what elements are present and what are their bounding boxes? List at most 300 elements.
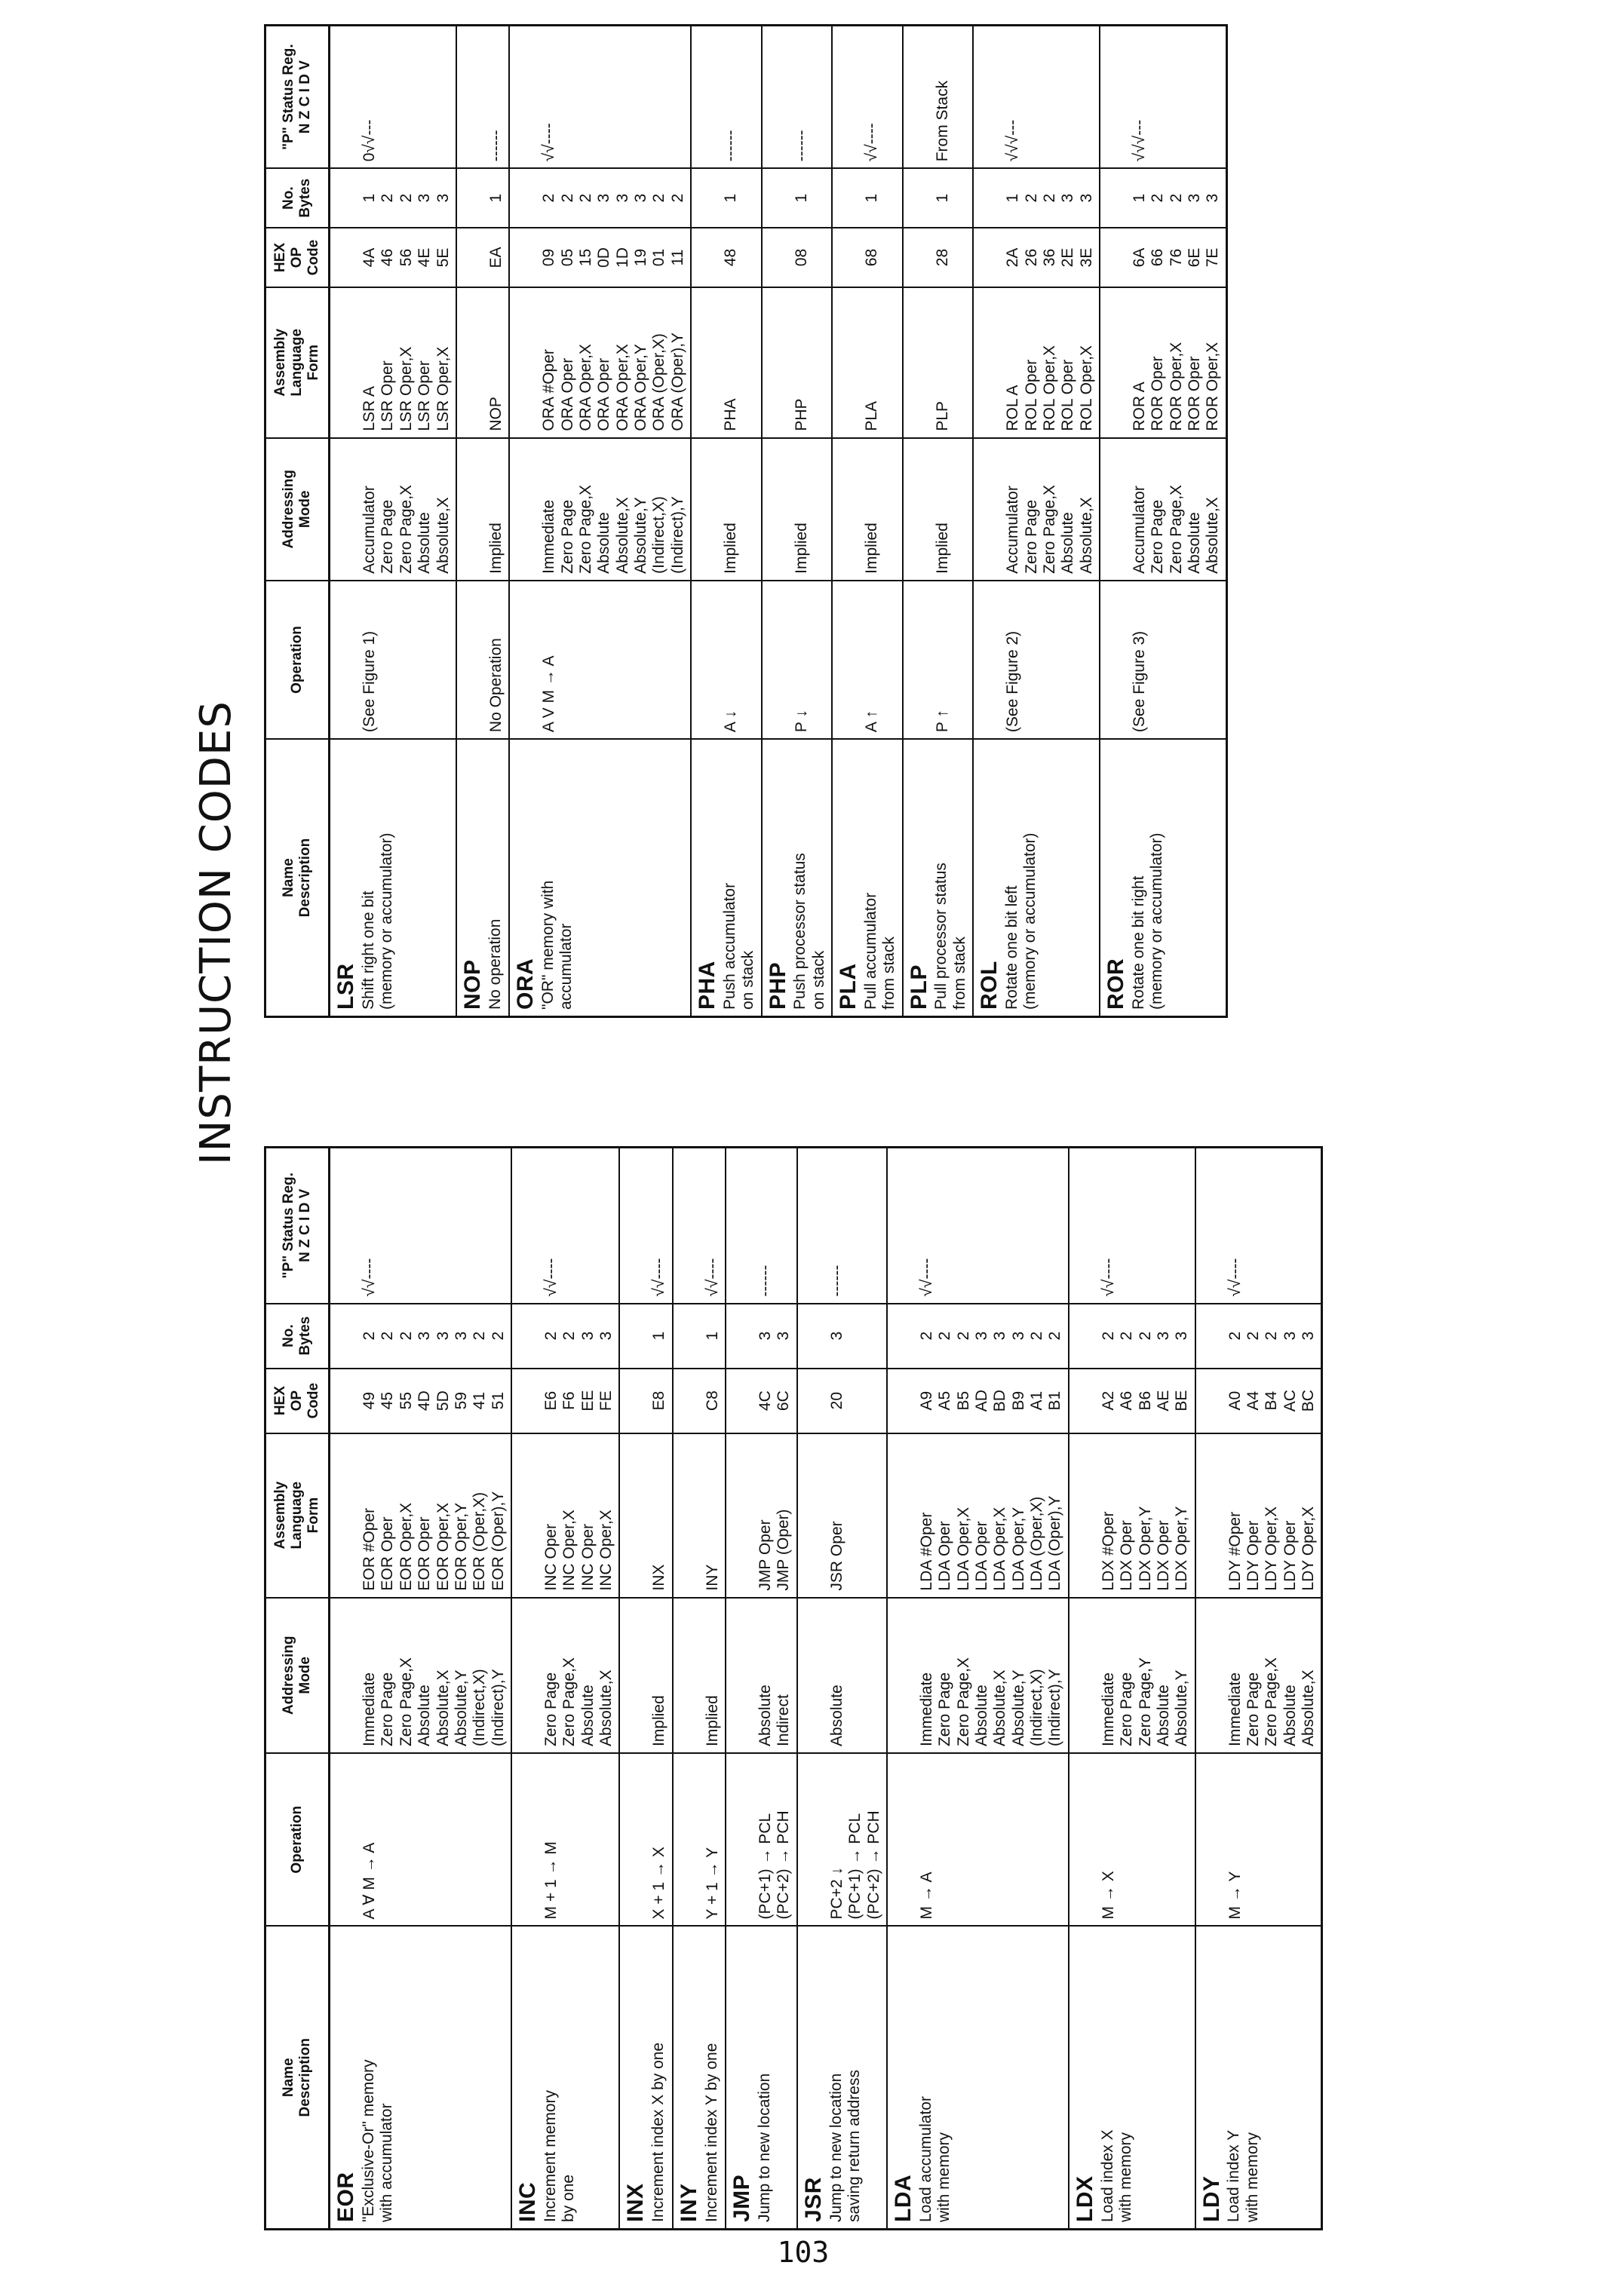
- operation-cell-line: M → Y: [1226, 1871, 1244, 1920]
- byte-count-cell-line: 1: [486, 193, 505, 203]
- name-description-cell: [762, 739, 833, 1016]
- assembly-form-cell: [797, 1433, 887, 1598]
- addressing-mode-cell-line: (Indirect),Y: [489, 1669, 507, 1747]
- hex-opcode-cell-line: 6A: [1130, 247, 1148, 268]
- header-line: Bytes: [297, 178, 314, 218]
- header-hex: [265, 1369, 330, 1433]
- byte-count-cell-line: 3: [416, 193, 434, 203]
- hex-opcode-cell-line: BD: [991, 1390, 1009, 1412]
- name-description-cell: [887, 1926, 1069, 2229]
- addressing-mode-cell: [330, 1598, 511, 1753]
- assembly-form-cell-line: JMP Oper: [756, 1519, 775, 1591]
- addressing-mode-cell-line: Implied: [792, 523, 810, 574]
- hex-opcode-cell-line: 59: [452, 1391, 470, 1410]
- status-flags-cell: ------: [691, 26, 762, 169]
- hex-opcode-cell: [330, 1369, 511, 1433]
- operation-cell-line: A ↑: [863, 710, 881, 733]
- assembly-form-cell-line: ORA Oper,X: [613, 344, 631, 431]
- assembly-form-cell-line: ROR Oper: [1149, 356, 1167, 431]
- hex-opcode-cell-line: 7E: [1204, 247, 1222, 268]
- assembly-form-cell-line: INC Oper: [578, 1523, 597, 1591]
- mnemonic: INY: [676, 2183, 701, 2222]
- byte-count-cell-line: 3: [991, 1331, 1009, 1341]
- addressing-mode-cell-line: (Indirect),Y: [668, 496, 686, 574]
- hex-opcode-cell-line: 08: [792, 248, 810, 267]
- hex-opcode-cell-line: EA: [486, 247, 505, 268]
- byte-count-cell: [1100, 168, 1226, 228]
- status-flags-cell: ------: [726, 1148, 797, 1304]
- assembly-form-cell-line: EOR Oper: [416, 1516, 434, 1591]
- header-name: [265, 739, 330, 1016]
- header-line: OP: [289, 247, 305, 268]
- header-operation: [265, 1753, 330, 1926]
- byte-count-cell-line: 2: [936, 1331, 954, 1341]
- byte-count-cell-line: 1: [1004, 193, 1022, 203]
- hex-opcode-cell-line: 11: [668, 249, 686, 266]
- header-line: HEX: [272, 1386, 288, 1416]
- assembly-form-cell: [1195, 1433, 1322, 1598]
- addressing-mode-cell-line: Zero Page,X: [560, 1657, 578, 1747]
- assembly-form-cell-line: LDA Oper: [936, 1521, 954, 1591]
- instruction-row: [691, 26, 762, 1017]
- hex-opcode-cell-line: 01: [650, 248, 668, 267]
- operation-cell-line: (PC+2) → PCH: [775, 1810, 793, 1920]
- page-number: 103: [777, 2236, 830, 2269]
- hex-opcode-cell-line: 48: [722, 248, 740, 267]
- byte-count-cell: [691, 168, 762, 228]
- hex-opcode-cell-line: A5: [936, 1390, 954, 1411]
- header-line: No.: [281, 1324, 297, 1347]
- assembly-form-cell-line: LSR Oper,X: [397, 346, 415, 431]
- description-line: Increment index Y by one: [702, 2043, 720, 2222]
- description: [791, 746, 828, 1010]
- byte-count-cell: [330, 168, 456, 228]
- operation-cell-line: (See Figure 1): [361, 630, 379, 733]
- operation-cell: [511, 1753, 619, 1926]
- hex-opcode-cell-line: B6: [1136, 1390, 1154, 1411]
- instruction-row: [456, 26, 509, 1017]
- instruction-row: [973, 26, 1100, 1017]
- name-description-cell: [903, 739, 974, 1016]
- hex-opcode-cell-line: 4E: [416, 247, 434, 268]
- assembly-form-cell-line: LDA Oper,X: [991, 1507, 1009, 1591]
- hex-opcode-cell-line: B9: [1009, 1390, 1027, 1411]
- header-line: Language: [289, 328, 305, 397]
- mnemonic: PHP: [765, 961, 790, 1010]
- description: [1130, 746, 1167, 1010]
- addressing-mode-cell-line: Immediate: [540, 499, 558, 574]
- addressing-mode-cell-line: Zero Page,X: [397, 1657, 415, 1747]
- assembly-form-cell-line: ORA Oper: [595, 357, 613, 431]
- assembly-form-cell-line: ROL Oper,X: [1077, 345, 1095, 431]
- addressing-mode-cell-line: Zero Page,X: [397, 484, 415, 574]
- operation-cell: [887, 1753, 1069, 1926]
- addressing-mode-cell-line: Absolute: [1059, 512, 1077, 574]
- header-line: Code: [305, 239, 322, 276]
- byte-count-cell-line: 2: [1118, 1331, 1136, 1341]
- header-line: Name: [281, 2058, 297, 2098]
- operation-cell: [673, 1753, 726, 1926]
- operation-cell: [832, 581, 903, 739]
- addressing-mode-cell: [691, 438, 762, 581]
- mnemonic: ORA: [513, 958, 539, 1010]
- assembly-form-cell: [832, 287, 903, 438]
- header-line: Bytes: [297, 1316, 314, 1356]
- mnemonic: PLA: [836, 963, 861, 1010]
- byte-count-cell-line: 2: [1099, 1331, 1117, 1341]
- description-line: Push accumulator: [720, 882, 738, 1010]
- header-line: N Z C I D V: [297, 60, 314, 134]
- assembly-form-cell: [330, 1433, 511, 1598]
- hex-opcode-cell-line: AC: [1281, 1390, 1299, 1412]
- instruction-table-left: [264, 1146, 1605, 2230]
- name-description-cell: [330, 739, 456, 1016]
- assembly-form-cell: [509, 287, 691, 438]
- addressing-mode-cell-line: (Indirect),Y: [1046, 1669, 1064, 1747]
- hex-opcode-cell-line: FE: [597, 1390, 615, 1412]
- assembly-form-cell-line: JMP (Oper): [775, 1509, 793, 1591]
- header-bytes: [265, 168, 330, 228]
- assembly-form-cell-line: ORA Oper,X: [576, 344, 594, 431]
- mnemonic: EOR: [333, 2172, 359, 2222]
- addressing-mode-cell-line: Absolute: [416, 512, 434, 574]
- operation-cell-line: Y + 1 → Y: [703, 1847, 721, 1920]
- addressing-mode-cell-line: Accumulator: [361, 486, 379, 574]
- assembly-form-cell-line: LDA #Oper: [917, 1512, 935, 1591]
- hex-opcode-cell-line: 66: [1149, 248, 1167, 267]
- hex-opcode-cell: [511, 1369, 619, 1433]
- description-line: Increment memory: [541, 2089, 559, 2222]
- header-line: Assembly: [272, 1481, 288, 1550]
- hex-opcode-cell-line: 49: [361, 1391, 379, 1410]
- byte-count-cell-line: 1: [361, 193, 379, 203]
- header-line: HEX: [272, 242, 288, 273]
- byte-count-cell-line: 2: [1028, 1331, 1046, 1341]
- header-line: OP: [289, 1390, 305, 1412]
- description: [1099, 1933, 1136, 2222]
- hex-opcode-cell-line: BE: [1173, 1390, 1191, 1412]
- byte-count-cell: [726, 1304, 797, 1369]
- addressing-mode-cell-line: Absolute: [1186, 512, 1204, 574]
- assembly-form-cell-line: PLP: [933, 400, 951, 431]
- byte-count-cell-line: 2: [1167, 193, 1185, 203]
- byte-count-cell: [511, 1304, 619, 1369]
- operation-cell: [973, 581, 1100, 739]
- header-line: Language: [289, 1481, 305, 1550]
- byte-count-cell: [797, 1304, 887, 1369]
- operation-cell-line: PC+2 ↓: [827, 1867, 845, 1920]
- instruction-row: [1195, 1148, 1322, 2230]
- assembly-form-cell-line: LDA Oper,Y: [1009, 1507, 1027, 1591]
- header-line: Description: [297, 838, 314, 918]
- addressing-mode-cell-line: Absolute: [756, 1684, 775, 1747]
- hex-opcode-cell-line: 4C: [756, 1390, 775, 1412]
- description-line: "OR" memory with: [539, 880, 557, 1010]
- addressing-mode-cell-line: Absolute,X: [991, 1669, 1009, 1747]
- byte-count-cell: [330, 1304, 511, 1369]
- assembly-form-cell-line: INY: [703, 1564, 721, 1591]
- hex-opcode-cell-line: A1: [1028, 1390, 1046, 1411]
- operation-cell-line: No Operation: [486, 638, 505, 733]
- assembly-form-cell-line: LDA Oper: [973, 1521, 990, 1591]
- addressing-mode-cell-line: Indirect: [775, 1694, 793, 1747]
- addressing-mode-cell: [330, 438, 456, 581]
- operation-cell: [762, 581, 833, 739]
- byte-count-cell-line: 1: [792, 193, 810, 203]
- addressing-mode-cell-line: Absolute,X: [597, 1669, 615, 1747]
- byte-count-cell-line: 3: [973, 1331, 990, 1341]
- assembly-form-cell: [762, 287, 833, 438]
- header-line: Form: [305, 1497, 322, 1534]
- addressing-mode-cell-line: Zero Page: [542, 1672, 560, 1747]
- byte-count-cell-line: 3: [1059, 193, 1077, 203]
- addressing-mode-cell-line: Implied: [650, 1695, 668, 1747]
- hex-opcode-cell-line: A9: [917, 1390, 935, 1411]
- description: [539, 746, 576, 1010]
- byte-count-cell: [903, 168, 974, 228]
- hex-opcode-cell: [797, 1369, 887, 1433]
- assembly-form-cell-line: LDY Oper,X: [1263, 1506, 1281, 1591]
- description-line: by one: [560, 2174, 578, 2222]
- description-line: on stack: [809, 950, 827, 1010]
- byte-count-cell: [509, 168, 691, 228]
- hex-opcode-cell-line: BC: [1300, 1390, 1318, 1412]
- name-description-cell: [797, 1926, 887, 2229]
- assembly-form-cell-line: ORA #Oper: [540, 349, 558, 431]
- hex-opcode-cell: [887, 1369, 1069, 1433]
- addressing-mode-cell-line: Zero Page,Y: [1136, 1657, 1154, 1747]
- mnemonic: LDY: [1198, 2175, 1224, 2222]
- hex-opcode-cell-line: 4D: [416, 1390, 434, 1412]
- status-flags-cell: From Stack: [903, 26, 974, 169]
- addressing-mode-cell-line: Absolute: [973, 1684, 990, 1747]
- assembly-form-cell-line: LDX Oper: [1118, 1520, 1136, 1591]
- assembly-form-cell-line: ORA (Oper),Y: [668, 332, 686, 431]
- addressing-mode-cell-line: Absolute: [578, 1684, 597, 1747]
- byte-count-cell: [1195, 1304, 1322, 1369]
- byte-count-cell-line: 2: [397, 1331, 415, 1341]
- page-title: INSTRUCTION CODES: [192, 700, 241, 1165]
- instruction-row: [726, 1148, 797, 2230]
- mnemonic: JMP: [729, 2174, 755, 2222]
- addressing-mode-cell-line: Implied: [933, 523, 951, 574]
- byte-count-cell: [619, 1304, 672, 1369]
- status-flags-cell: √√----: [832, 26, 903, 169]
- status-flags-cell: √√----: [619, 1148, 672, 1304]
- description: [756, 1933, 774, 2222]
- byte-count-cell-line: 2: [542, 1331, 560, 1341]
- operation-cell-line: (PC+1) → PCL: [756, 1813, 775, 1920]
- header-name: [265, 1926, 330, 2229]
- byte-count-cell-line: 1: [650, 1331, 668, 1341]
- mnemonic: NOP: [459, 959, 485, 1010]
- instruction-row: [903, 26, 974, 1017]
- assembly-form-cell: [1100, 287, 1226, 438]
- byte-count-cell-line: 3: [756, 1331, 775, 1341]
- addressing-mode-cell-line: Zero Page: [558, 499, 576, 574]
- byte-count-cell-line: 2: [379, 193, 397, 203]
- byte-count-cell-line: 1: [722, 193, 740, 203]
- hex-opcode-cell-line: 76: [1167, 248, 1185, 267]
- assembly-form-cell: [973, 287, 1100, 438]
- status-flags-cell: ------: [456, 26, 509, 169]
- operation-cell: [691, 581, 762, 739]
- addressing-mode-cell-line: Absolute,Y: [1009, 1669, 1027, 1747]
- instruction-row: [797, 1148, 887, 2230]
- byte-count-cell-line: 2: [471, 1331, 489, 1341]
- mnemonic: LDX: [1072, 2175, 1097, 2222]
- byte-count-cell-line: 3: [1281, 1331, 1299, 1341]
- hex-opcode-cell-line: B1: [1046, 1390, 1064, 1411]
- addressing-mode-cell-line: Implied: [703, 1695, 721, 1747]
- addressing-mode-cell-line: Zero Page: [1149, 499, 1167, 574]
- assembly-form-cell-line: JSR Oper: [827, 1521, 845, 1591]
- name-description-cell: [1195, 1926, 1322, 2229]
- assembly-form-cell: [619, 1433, 672, 1598]
- assembly-form-cell-line: LDA (Oper,X): [1028, 1496, 1046, 1591]
- description: [721, 746, 758, 1010]
- mnemonic: ROR: [1103, 958, 1128, 1010]
- operation-cell-line: (PC+2) → PCH: [864, 1810, 882, 1920]
- status-flags-cell: √√√---: [1100, 26, 1226, 169]
- description-line: with memory: [935, 2132, 953, 2222]
- status-flags-cell: √√----: [1069, 1148, 1195, 1304]
- header-asm: [265, 287, 330, 438]
- addressing-mode-cell-line: Absolute: [416, 1684, 434, 1747]
- addressing-mode-cell: [887, 1598, 1069, 1753]
- assembly-form-cell-line: ROR Oper: [1186, 356, 1204, 431]
- addressing-mode-cell-line: Accumulator: [1004, 486, 1022, 574]
- assembly-form-cell-line: LDY Oper: [1244, 1520, 1262, 1591]
- name-description-cell: [973, 739, 1100, 1016]
- operation-cell: [330, 1753, 511, 1926]
- header-row: [265, 1148, 330, 2230]
- instruction-row: [509, 26, 691, 1017]
- hex-opcode-cell-line: 0D: [595, 247, 613, 268]
- header-mode: [265, 1598, 330, 1753]
- operation-cell-line: A V M → A: [540, 655, 558, 733]
- byte-count-cell-line: 3: [1009, 1331, 1027, 1341]
- hex-opcode-cell-line: 1D: [613, 247, 631, 268]
- addressing-mode-cell-line: Immediate: [1226, 1672, 1244, 1747]
- hex-opcode-cell-line: 36: [1040, 248, 1058, 267]
- operation-cell: [903, 581, 974, 739]
- addressing-mode-cell-line: Absolute,X: [1204, 497, 1222, 574]
- byte-count-cell: [673, 1304, 726, 1369]
- hex-opcode-cell-line: E6: [542, 1390, 560, 1411]
- hex-opcode-cell-line: A2: [1099, 1390, 1117, 1411]
- assembly-form-cell-line: EOR #Oper: [361, 1507, 379, 1591]
- operation-cell: [1069, 1753, 1195, 1926]
- header-line: N Z C I D V: [297, 1188, 314, 1262]
- operation-cell-line: M + 1 → M: [542, 1841, 560, 1920]
- byte-count-cell-line: 3: [434, 1331, 452, 1341]
- addressing-mode-cell-line: Immediate: [917, 1672, 935, 1747]
- addressing-mode-cell: [797, 1598, 887, 1753]
- byte-count-cell-line: 2: [558, 193, 576, 203]
- instruction-row: [511, 1148, 619, 2230]
- operation-cell-line: (See Figure 2): [1004, 630, 1022, 733]
- description-line: with memory: [1243, 2132, 1261, 2222]
- addressing-mode-cell-line: Implied: [863, 523, 881, 574]
- description: [917, 1933, 954, 2222]
- name-description-cell: [456, 739, 509, 1016]
- assembly-form-cell-line: INX: [650, 1564, 668, 1591]
- operation-cell-line: M → A: [917, 1871, 935, 1920]
- addressing-mode-cell-line: Absolute,Y: [452, 1669, 470, 1747]
- description: [703, 1933, 721, 2222]
- byte-count-cell-line: 2: [397, 193, 415, 203]
- description-line: accumulator: [557, 923, 575, 1010]
- description-line: Load index Y: [1225, 2129, 1243, 2222]
- mnemonic: INX: [623, 2183, 649, 2222]
- mnemonic: PHA: [695, 961, 720, 1010]
- header-flags: [265, 1148, 330, 1304]
- byte-count-cell-line: 3: [827, 1331, 845, 1341]
- description-line: (memory or accumulator): [1021, 832, 1039, 1010]
- status-flags-cell: √√----: [1195, 1148, 1322, 1304]
- hex-opcode-cell-line: 5E: [434, 247, 452, 268]
- status-flags-cell: 0√√---: [330, 26, 456, 169]
- addressing-mode-cell: [832, 438, 903, 581]
- assembly-form-cell: [726, 1433, 797, 1598]
- description-line: with memory: [1116, 2132, 1134, 2222]
- hex-opcode-cell-line: 6E: [1186, 247, 1204, 268]
- hex-opcode-cell-line: B5: [954, 1390, 972, 1411]
- description-line: Load index X: [1098, 2129, 1116, 2222]
- assembly-form-cell: [1069, 1433, 1195, 1598]
- addressing-mode-cell-line: (Indirect,X): [471, 1669, 489, 1747]
- addressing-mode-cell-line: Zero Page: [1244, 1672, 1262, 1747]
- byte-count-cell-line: 1: [1130, 193, 1148, 203]
- addressing-mode-cell: [511, 1598, 619, 1753]
- addressing-mode-cell-line: Zero Page,X: [1263, 1657, 1281, 1747]
- addressing-mode-cell-line: Absolute: [1281, 1684, 1299, 1747]
- addressing-mode-cell-line: Zero Page: [379, 1672, 397, 1747]
- assembly-form-cell-line: LDA Oper,X: [954, 1507, 972, 1591]
- byte-count-cell-line: 2: [489, 1331, 507, 1341]
- name-description-cell: [1069, 1926, 1195, 2229]
- header-line: Description: [297, 2037, 314, 2117]
- assembly-form-cell-line: NOP: [486, 397, 505, 431]
- operation-cell: [1195, 1753, 1322, 1926]
- hex-opcode-cell-line: 46: [379, 248, 397, 267]
- assembly-form-cell-line: PHA: [722, 398, 740, 431]
- operation-cell: [330, 581, 456, 739]
- header-line: Form: [305, 345, 322, 381]
- assembly-form-cell-line: LDX #Oper: [1099, 1511, 1117, 1591]
- description-line: on stack: [739, 950, 757, 1010]
- byte-count-cell-line: 2: [917, 1331, 935, 1341]
- byte-count-cell-line: 3: [434, 193, 452, 203]
- addressing-mode-cell-line: Absolute: [1154, 1684, 1172, 1747]
- hex-opcode-cell-line: A0: [1226, 1390, 1244, 1411]
- hex-opcode-cell: [691, 228, 762, 287]
- header-line: Operation: [289, 626, 305, 694]
- assembly-form-cell-line: PLA: [863, 400, 881, 431]
- instruction-row: [619, 1148, 672, 2230]
- assembly-form-cell-line: EOR Oper: [379, 1516, 397, 1591]
- byte-count-cell-line: 3: [1077, 193, 1095, 203]
- instruction-row: [1069, 1148, 1195, 2230]
- assembly-form-cell-line: ROR A: [1130, 382, 1148, 431]
- addressing-mode-cell-line: Absolute: [827, 1684, 845, 1747]
- assembly-form-cell: [511, 1433, 619, 1598]
- mnemonic: LDA: [890, 2174, 916, 2222]
- description-line: Jump to new location: [755, 2073, 773, 2222]
- status-flags-cell: √√----: [330, 1148, 511, 1304]
- description: [542, 1933, 578, 2222]
